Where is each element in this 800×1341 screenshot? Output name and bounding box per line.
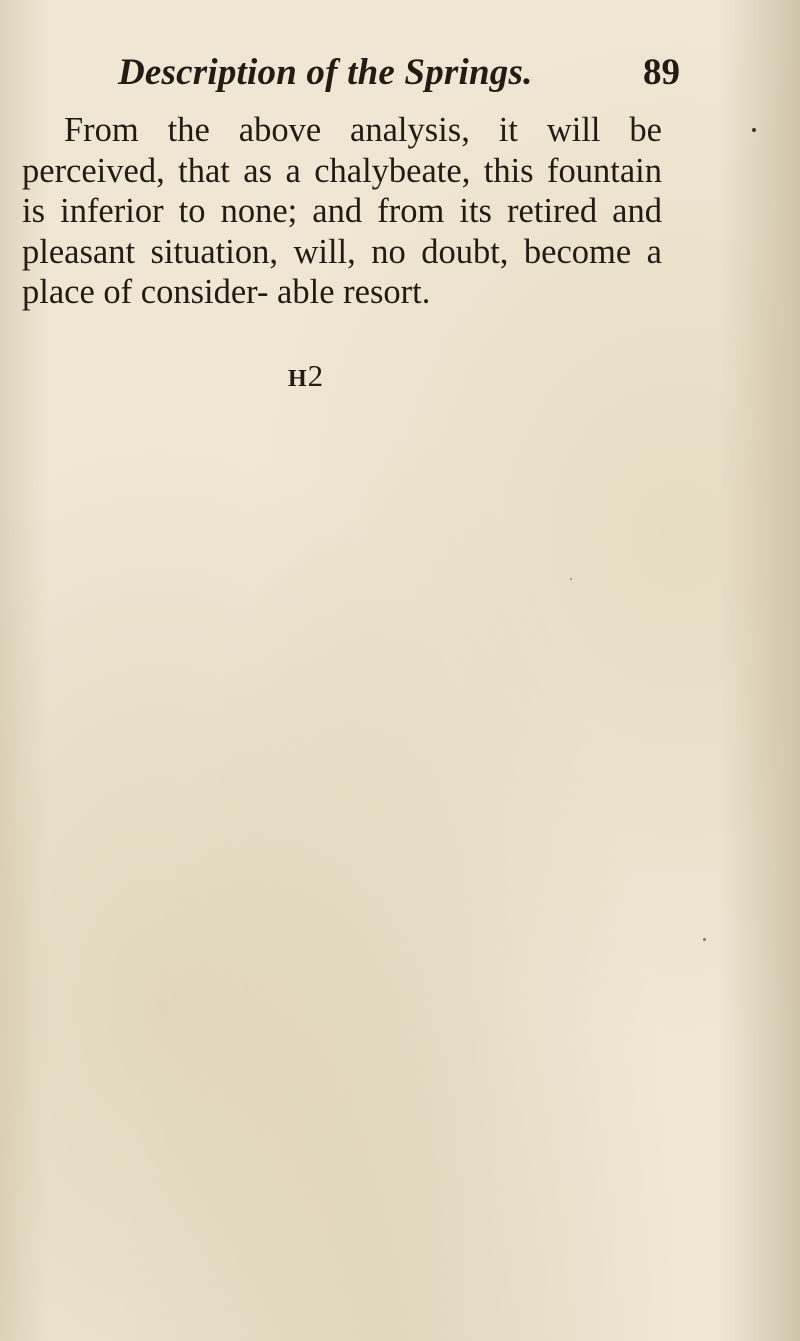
signature-mark — [288, 356, 324, 399]
ink-speck — [752, 128, 756, 132]
page-number: 89 — [643, 52, 680, 93]
signature-mark-number: 2 — [307, 358, 325, 393]
signature-mark-letter: H — [288, 366, 308, 392]
running-title: Description of the Springs. — [118, 52, 533, 93]
ink-speck — [570, 578, 572, 580]
body-paragraph: From the above analysis, it will be perceived, that as a chalybeate, this fountain is inferior to none; and from its retired and pleasant situation, will, no doubt, become a place of consider- able resort. — [22, 111, 662, 311]
running-head — [118, 48, 688, 98]
ink-speck — [703, 938, 706, 941]
